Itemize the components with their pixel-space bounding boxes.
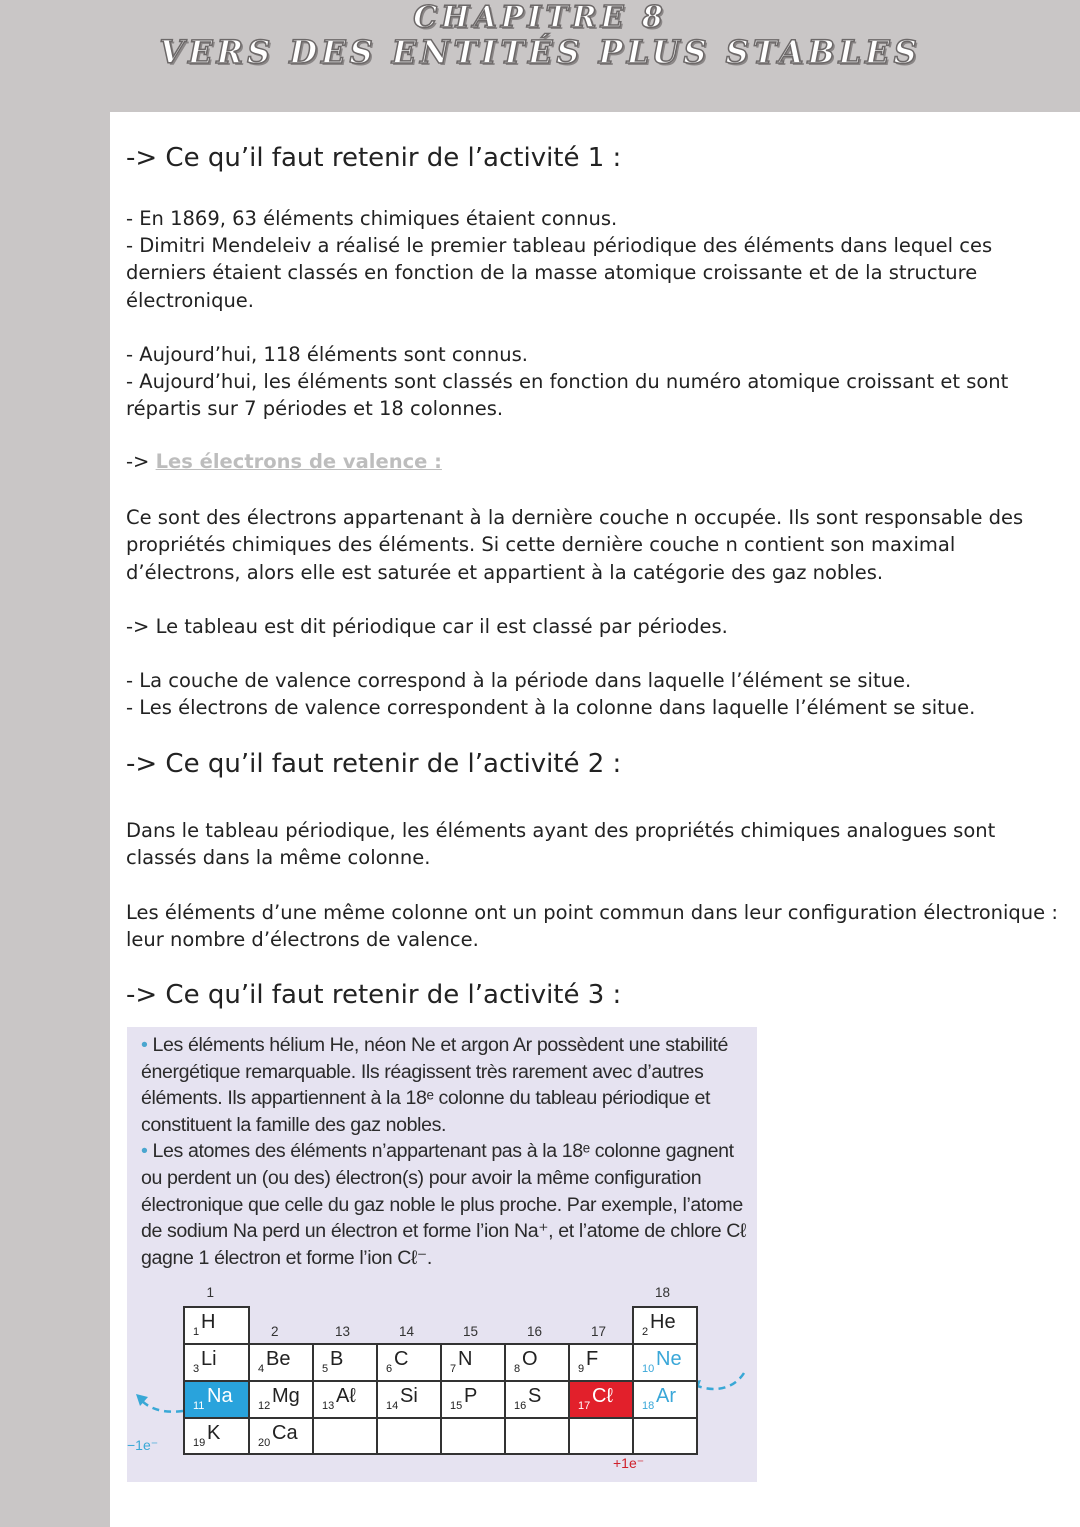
empty-cell — [568, 1417, 634, 1455]
atomic-number: 4 — [258, 1363, 265, 1375]
column-label-17: 17 — [591, 1324, 607, 1339]
activity2-para-config: Les éléments d’une même colonne ont un point commun dans leur configuration électronique : leur nombre d’électrons de valence. — [126, 901, 1058, 952]
activity2-heading: -> Ce qu’il faut retenir de l’activité 2 : — [126, 749, 622, 779]
empty-cell — [440, 1417, 506, 1455]
atomic-number: 1 — [193, 1326, 200, 1338]
element-cell-k — [183, 1417, 250, 1455]
element-symbol: C — [394, 1348, 409, 1370]
periodic-table-excerpt — [127, 1027, 757, 1482]
chapter-header — [0, 0, 1080, 112]
column-label-1: 1 — [206, 1285, 215, 1300]
lose-electron-label: −1e⁻ — [127, 1437, 159, 1453]
element-symbol: Be — [266, 1348, 291, 1370]
element-symbol: F — [586, 1348, 599, 1370]
element-symbol: S — [528, 1385, 542, 1407]
element-symbol: Li — [201, 1348, 217, 1370]
atomic-number: 3 — [193, 1363, 200, 1375]
activity1-para-classement: - Aujourd’hui, les éléments sont classés en fonction du numéro atomique croissant et sont répartis sur 7 périodes et 18 colonnes. — [126, 370, 1009, 421]
element-symbol: O — [522, 1348, 538, 1370]
atomic-number: 16 — [514, 1400, 527, 1412]
element-symbol: P — [464, 1385, 478, 1407]
element-cell-ar — [632, 1380, 698, 1419]
column-label-14: 14 — [399, 1324, 415, 1339]
element-cell-c — [376, 1343, 442, 1382]
element-symbol: Si — [400, 1385, 418, 1407]
valence-arrow: -> — [126, 450, 150, 473]
element-symbol: Ca — [272, 1422, 298, 1444]
atomic-number: 7 — [450, 1363, 457, 1375]
element-cell-ne — [632, 1343, 698, 1382]
element-cell-na — [183, 1380, 250, 1419]
atomic-number: 6 — [386, 1363, 393, 1375]
element-cell-be — [248, 1343, 314, 1382]
element-cell-cl — [568, 1380, 634, 1419]
valence-shell-rule: - La couche de valence correspond à la période dans laquelle l’élément se situe. — [126, 669, 912, 692]
element-symbol: Ne — [656, 1348, 682, 1370]
empty-cell — [312, 1417, 378, 1455]
element-symbol: Na — [207, 1385, 233, 1407]
gain-electron-label: +1e⁻ — [613, 1455, 645, 1471]
atomic-number: 11 — [193, 1400, 205, 1412]
activity1-para-1869: - En 1869, 63 éléments chimiques étaient connus. — [126, 207, 618, 230]
activity3-heading: -> Ce qu’il faut retenir de l’activité 3 : — [126, 980, 622, 1010]
valence-electrons-rule: - Les électrons de valence correspondent à la colonne dans laquelle l’élément se situe. — [126, 696, 976, 719]
element-symbol: H — [201, 1311, 216, 1333]
empty-cell — [504, 1417, 570, 1455]
element-cell-si — [376, 1380, 442, 1419]
element-symbol: Ar — [656, 1385, 676, 1407]
element-symbol: N — [458, 1348, 473, 1370]
activity3-textbook-excerpt — [127, 1027, 757, 1482]
element-cell-p — [440, 1380, 506, 1419]
empty-cell — [632, 1417, 698, 1455]
chapter-title: VERS DES ENTITÉS PLUS STABLES — [159, 33, 921, 71]
atomic-number: 17 — [578, 1400, 591, 1412]
column-label-18: 18 — [655, 1285, 671, 1300]
activity2-para-columns: Dans le tableau périodique, les éléments ayant des propriétés chimiques analogues sont classés dans la même colonne. — [126, 819, 996, 870]
element-cell-al — [312, 1380, 378, 1419]
element-cell-he — [632, 1306, 698, 1345]
element-cell-b — [312, 1343, 378, 1382]
excerpt-bullet-noble-gases: Les éléments hélium He, néon Ne et argon Ar possèdent une stabilité énergétique remarquable. Ils réagissent très rarement avec d’autres éléments. Ils appartiennent à la 18ᵉ colonne du tableau périodique et constituent la famille des gaz nobles. — [141, 1034, 729, 1136]
element-symbol: He — [650, 1311, 676, 1333]
bullet-icon: • — [141, 1034, 148, 1056]
column-label-2: 2 — [271, 1324, 279, 1339]
activity1-para-118: - Aujourd’hui, 118 éléments sont connus. — [126, 343, 528, 366]
element-symbol: Cℓ — [592, 1385, 613, 1407]
element-cell-o — [504, 1343, 570, 1382]
element-symbol: Mg — [272, 1385, 300, 1407]
atomic-number: 2 — [642, 1326, 649, 1338]
activity1-heading: -> Ce qu’il faut retenir de l’activité 1 : — [126, 143, 622, 173]
atomic-number: 5 — [322, 1363, 329, 1375]
column-label-13: 13 — [335, 1324, 351, 1339]
atomic-number: 15 — [450, 1400, 463, 1412]
element-cell-h — [183, 1306, 250, 1345]
valence-definition: Ce sont des électrons appartenant à la dernière couche n occupée. Ils sont responsable des propriétés chimiques des éléments. Si cette dernière couche n contient son maximal d’électrons, alors elle est saturée et appartient à la catégorie des gaz nobles. — [126, 506, 1024, 584]
excerpt-bullet-ions: Les atomes des éléments n’appartenant pas à la 18ᵉ colonne gagnent ou perdent un (ou des) électron(s) pour avoir la même configuration électronique que celle du gaz noble le plus proche. Par exemple, l’atome de sodium Na perd un électron et forme l’ion Na⁺, et l’atome de chlore Cℓ gagne 1 électron et forme l’ion Cℓ⁻. — [141, 1140, 746, 1269]
column-label-15: 15 — [463, 1324, 479, 1339]
atomic-number: 18 — [642, 1400, 655, 1412]
element-cell-n — [440, 1343, 506, 1382]
lose-electron-arrow-icon — [140, 1399, 183, 1412]
atomic-number: 10 — [642, 1363, 655, 1375]
empty-cell — [376, 1417, 442, 1455]
element-symbol: B — [330, 1348, 344, 1370]
element-symbol: K — [207, 1422, 221, 1444]
valence-link[interactable]: Les électrons de valence : — [155, 450, 442, 473]
atomic-number: 20 — [258, 1437, 271, 1449]
chapter-number: CHAPITRE 8 — [413, 0, 667, 35]
element-symbol: Aℓ — [336, 1385, 356, 1407]
atomic-number: 9 — [578, 1363, 585, 1375]
element-cell-f — [568, 1343, 634, 1382]
atomic-number: 14 — [386, 1400, 399, 1412]
column-label-16: 16 — [527, 1324, 543, 1339]
activity1-para-mendeleiev: - Dimitri Mendeleiv a réalisé le premier tableau périodique des éléments dans lequel ces derniers étaient classés en fonction de la masse atomique croissante et de la structure électronique. — [126, 234, 993, 312]
element-cell-mg — [248, 1380, 314, 1419]
valence-subheading — [126, 450, 442, 473]
noble-approach-arrow-icon — [695, 1373, 744, 1389]
periodic-explanation: -> Le tableau est dit périodique car il est classé par périodes. — [126, 615, 728, 638]
element-cell-li — [183, 1343, 250, 1382]
atomic-number: 12 — [258, 1400, 271, 1412]
atomic-number: 13 — [322, 1400, 335, 1412]
atomic-number: 8 — [514, 1363, 521, 1375]
bullet-icon: • — [141, 1140, 148, 1163]
atomic-number: 19 — [193, 1437, 206, 1449]
element-cell-ca — [248, 1417, 314, 1455]
element-cell-s — [504, 1380, 570, 1419]
